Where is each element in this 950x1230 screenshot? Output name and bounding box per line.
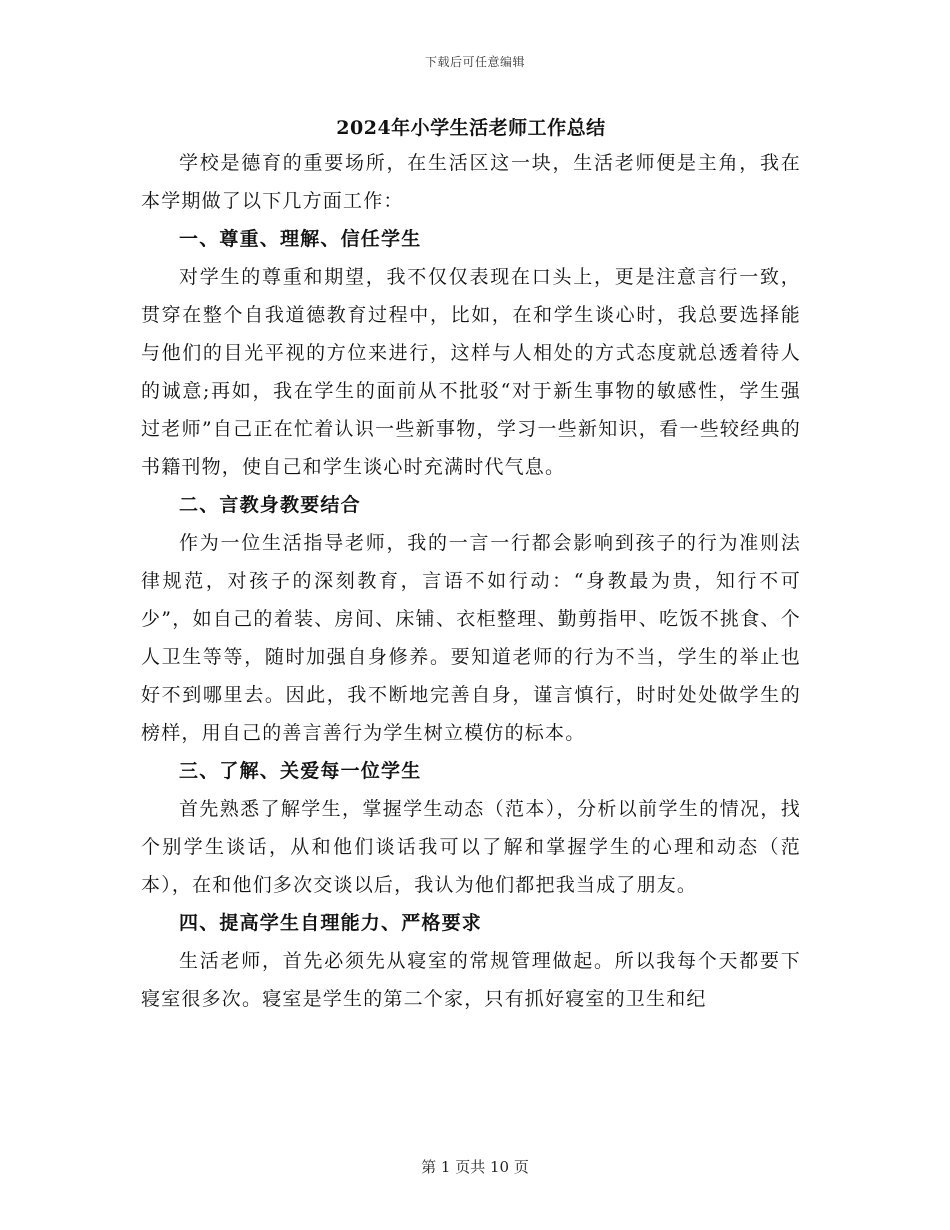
section-paragraph: 生活老师，首先必须先从寝室的常规管理做起。所以我每个天都要下寝室很多次。寝室是学生的第二个家，只有抓好寝室的卫生和纪 <box>141 950 801 1010</box>
document-body <box>141 114 801 1018</box>
section-2 <box>141 486 801 752</box>
page-number: 第 1 页共 10 页 <box>421 1158 529 1176</box>
header-note: 下载后可任意编辑 <box>424 55 525 69</box>
section-paragraph: 首先熟悉了解学生，掌握学生动态（范本），分析以前学生的情况，找个别学生谈话，从和他们谈话我可以了解和掌握学生的心理和动态（范本），在和他们多次交谈以后，我认为他们都把我当成了朋友。 <box>141 798 801 896</box>
section-3 <box>141 752 801 904</box>
section-paragraph: 作为一位生活指导老师，我的一言一行都会影响到孩子的行为准则法律规范，对孩子的深刻教育，言语不如行动：“身教最为贵，知行不可少”，如自己的着装、房间、床铺、衣柜整理、勤剪指甲、吃饭不挑食、个人卫生等等，随时加强自身修养。要知道老师的行为不当，学生的举止也好不到哪里去。因此，我不断地完善自身，谨言慎行，时时处处做学生的榜样，用自己的善言善行为学生树立模仿的标本。 <box>141 532 801 744</box>
intro-paragraph: 学校是德育的重要场所，在生活区这一块，生活老师便是主角，我在本学期做了以下几方面工作： <box>141 152 801 212</box>
section-heading: 二、言教身教要结合 <box>179 494 361 516</box>
section-heading: 一、尊重、理解、信任学生 <box>179 228 422 250</box>
section-4 <box>141 904 801 1018</box>
section-1 <box>141 220 801 486</box>
section-paragraph: 对学生的尊重和期望，我不仅仅表现在口头上，更是注意言行一致，贯穿在整个自我道德教育过程中，比如，在和学生谈心时，我总要选择能与他们的目光平视的方位来进行，这样与人相处的方式态度就总透着待人的诚意;再如，我在学生的面前从不批驳“对于新生事物的敏感性，学生强过老师”自己正在忙着认识一些新事物，学习一些新知识，看一些较经典的书籍刊物，使自己和学生谈心时充满时代气息。 <box>141 266 801 478</box>
document-title: 2024年小学生活老师工作总结 <box>336 117 606 139</box>
section-heading: 三、了解、关爱每一位学生 <box>179 760 422 782</box>
section-heading: 四、提高学生自理能力、严格要求 <box>179 912 483 934</box>
